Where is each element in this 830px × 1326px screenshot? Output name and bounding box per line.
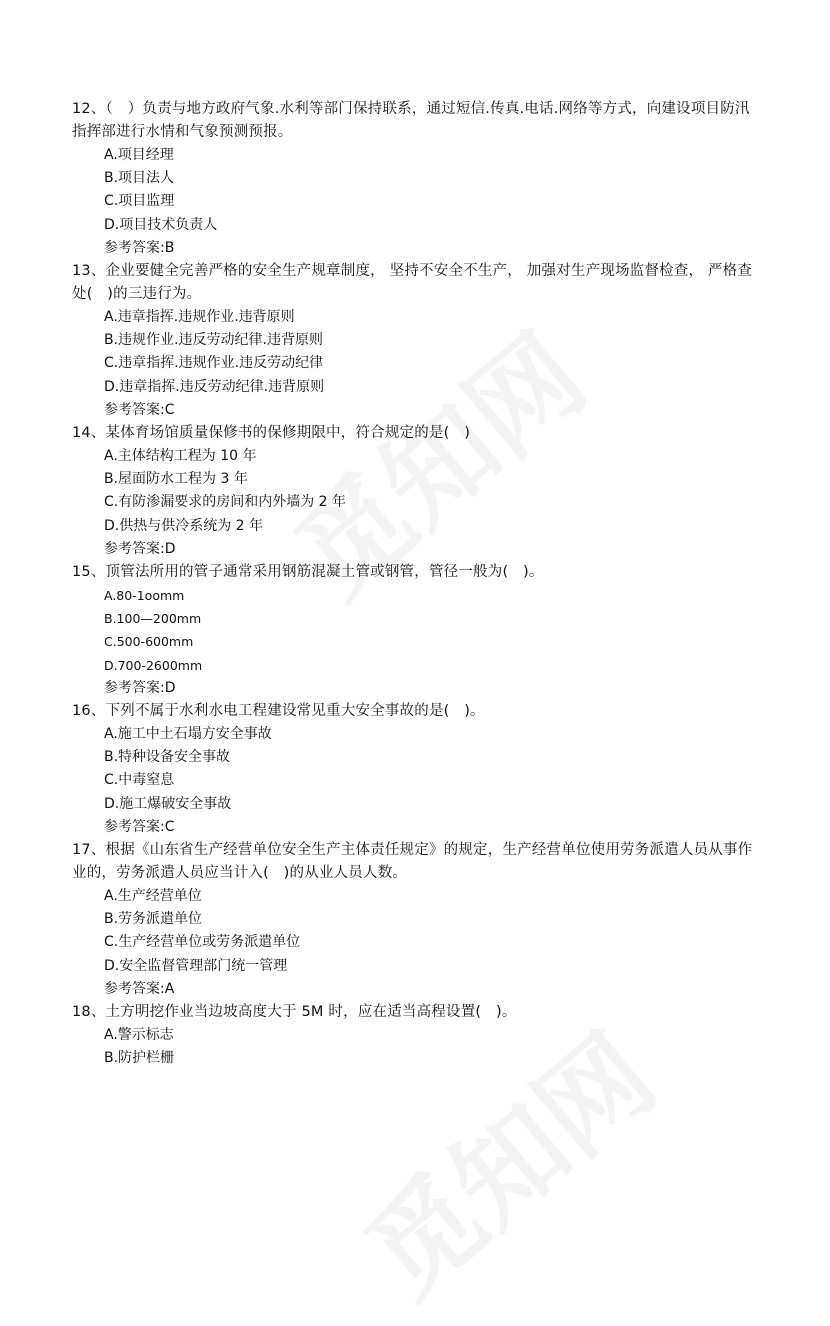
option-d: D.安全监督管理部门统一管理 <box>104 957 288 974</box>
reference-answer: 参考答案:C <box>104 401 175 418</box>
question-stem: 14、某体育场馆质量保修书的保修期限中，符合规定的是( ) <box>72 425 471 442</box>
option-a: A.施工中土石塌方安全事故 <box>104 726 272 743</box>
option-a: A.生产经营单位 <box>104 888 202 905</box>
question-17 <box>72 839 762 1001</box>
reference-answer: 参考答案:A <box>104 980 175 997</box>
option-b: B.特种设备安全事故 <box>104 749 231 766</box>
question-15 <box>72 561 762 700</box>
option-d: D.项目技术负责人 <box>104 216 218 233</box>
option-d: D.施工爆破安全事故 <box>104 795 232 812</box>
option-a: A.警示标志 <box>104 1027 174 1044</box>
reference-answer: 参考答案:C <box>104 818 175 835</box>
option-a: A.80-1oomm <box>104 588 185 604</box>
reference-answer: 参考答案:D <box>104 540 176 557</box>
option-b: B.屋面防水工程为 3 年 <box>104 471 248 488</box>
question-14 <box>72 422 762 561</box>
option-d: D.违章指挥.违反劳动纪律.违背原则 <box>104 378 325 395</box>
option-a: A.项目经理 <box>104 147 174 163</box>
question-16 <box>72 700 762 839</box>
question-18 <box>72 1001 762 1070</box>
question-list <box>72 98 762 1071</box>
question-12 <box>72 98 762 260</box>
option-c: C.中毒窒息 <box>104 772 175 789</box>
option-a: A.违章指挥.违规作业.违背原则 <box>104 309 295 326</box>
option-a: A.主体结构工程为 10 年 <box>104 448 257 465</box>
option-c: C.有防渗漏要求的房间和内外墙为 2 年 <box>104 494 347 511</box>
option-b: B.项目法人 <box>104 170 175 187</box>
option-b: B.劳务派遣单位 <box>104 911 203 928</box>
question-stem: 17、根据《山东省生产经营单位安全生产主体责任规定》的规定，生产经营单位使用劳务派遣人员从事作业的，劳务派遣人员应当计入( )的从业人员人数。 <box>72 842 753 882</box>
question-13 <box>72 260 762 422</box>
option-b: B.违规作业.违反劳动纪律.违背原则 <box>104 332 323 349</box>
question-stem: 13、企业要健全完善严格的安全生产规章制度， 坚持不安全不生产， 加强对生产现场监督检查， 严格查处( )的三违行为。 <box>72 263 753 303</box>
option-c: C.500-600mm <box>104 634 194 650</box>
option-c: C.生产经营单位或劳务派遣单位 <box>104 934 301 951</box>
option-d: D.700-2600mm <box>104 657 203 673</box>
option-b: B.100—200mm <box>104 611 202 627</box>
question-stem: 18、土方明挖作业当边坡高度大于 5M 时，应在适当高程设置( )。 <box>72 1004 517 1021</box>
question-stem: 16、下列不属于水利水电工程建设常见重大安全事故的是( )。 <box>72 703 485 720</box>
reference-answer: 参考答案:B <box>104 239 175 256</box>
question-stem: 12、（ ）负责与地方政府气象.水利等部门保持联系，通过短信.传真.电话.网络等方式，向建设项目防汛指挥部进行水情和气象预测预报。 <box>72 101 750 140</box>
option-c: C.项目监理 <box>104 193 175 210</box>
option-d: D.供热与供冷系统为 2 年 <box>104 517 264 534</box>
option-c: C.违章指挥.违规作业.违反劳动纪律 <box>104 355 324 372</box>
option-b: B.防护栏栅 <box>104 1050 175 1067</box>
question-stem: 15、顶管法所用的管子通常采用钢筋混凝土管或钢管，管径一般为( )。 <box>72 564 544 581</box>
reference-answer: 参考答案:D <box>104 679 176 696</box>
